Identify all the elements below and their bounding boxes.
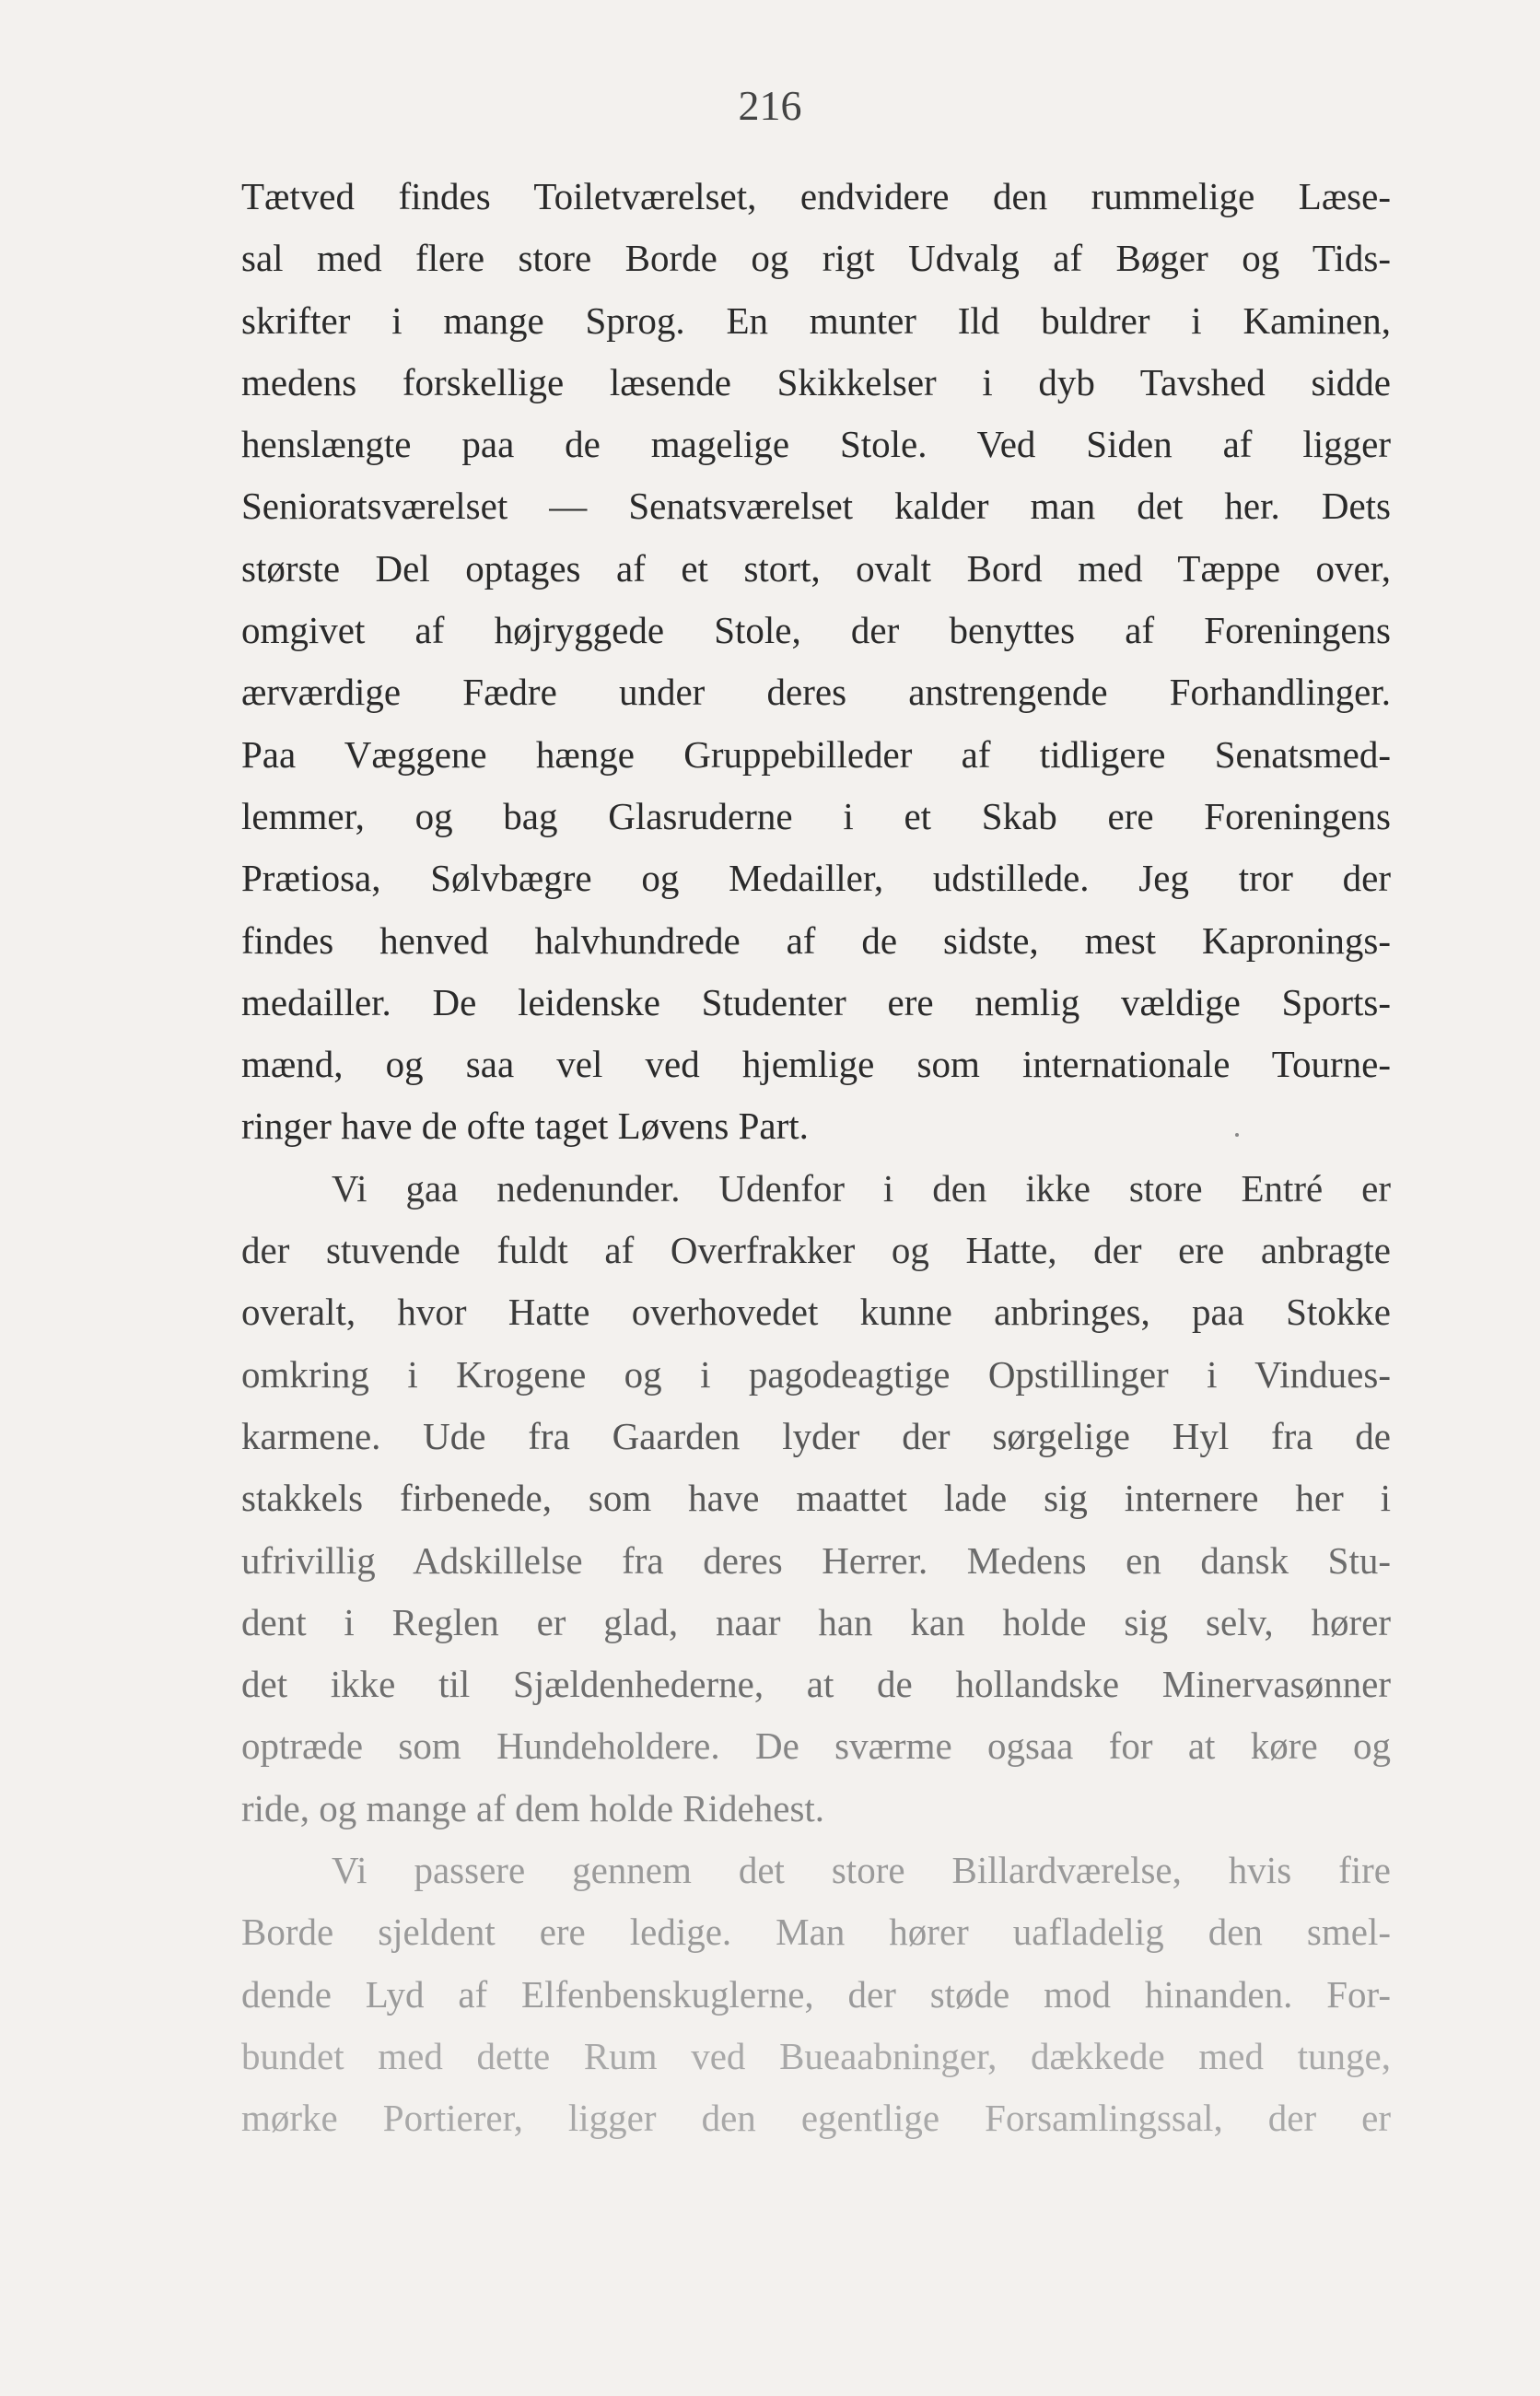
scan-speck bbox=[1235, 1133, 1239, 1137]
text-line: ufrivillig Adskillelse fra deres Herrer. Medens en dansk Stu- bbox=[241, 1538, 1391, 1582]
text-line: omkring i Krogene og i pagodeagtige Opstillinger i Vindues- bbox=[241, 1352, 1391, 1396]
text-line: Prætiosa, Sølvbægre og Medailler, udstillede. Jeg tror der bbox=[241, 857, 1391, 900]
text-line: ride, og mange af dem holde Ridehest. bbox=[241, 1786, 825, 1829]
text-line: optræde som Hundeholdere. De sværme ogsaa for at køre og bbox=[241, 1724, 1391, 1768]
text-line: dende Lyd af Elfenbenskuglerne, der støde mod hinanden. For- bbox=[241, 1972, 1391, 2016]
text-line: henslængte paa de magelige Stole. Ved Siden af ligger bbox=[241, 423, 1391, 466]
text-line: Tætved findes Toiletværelset, endvidere den rummelige Læse- bbox=[241, 175, 1391, 217]
text-line: største Del optages af et stort, ovalt Bord med Tæppe over, bbox=[241, 546, 1391, 590]
text-line: Vi gaa nedenunder. Udenfor i den ikke store Entré er bbox=[332, 1166, 1391, 1210]
text-line: stakkels firbenede, som have maattet lade sig internere her i bbox=[241, 1477, 1391, 1520]
text-line: sal med flere store Borde og rigt Udvalg af Bøger og Tids- bbox=[241, 237, 1391, 280]
text-line: Paa Væggene hænge Gruppebilleder af tidligere Senatsmed- bbox=[241, 732, 1391, 776]
text-line: lemmer, og bag Glasruderne i et Skab ere Foreningens bbox=[241, 794, 1391, 837]
text-line: mænd, og saa vel ved hjemlige som internationale Tourne- bbox=[241, 1043, 1391, 1086]
text-line: ringer have de ofte taget Løvens Part. bbox=[241, 1104, 809, 1148]
text-line: skrifter i mange Sprog. En munter Ild buldrer i Kaminen, bbox=[241, 298, 1391, 342]
body-text bbox=[241, 166, 1391, 2150]
text-line: karmene. Ude fra Gaarden lyder der sørgelige Hyl fra de bbox=[241, 1414, 1391, 1457]
text-line: ærværdige Fædre under deres anstrengende Forhandlinger. bbox=[241, 671, 1391, 714]
text-line: findes henved halvhundrede af de sidste, mest Kapronings- bbox=[241, 918, 1391, 962]
text-line: bundet med dette Rum ved Bueaabninger, dækkede med tunge, bbox=[241, 2034, 1391, 2077]
text-line: det ikke til Sjældenhederne, at de hollandske Minervasønner bbox=[241, 1663, 1391, 1706]
text-line: dent i Reglen er glad, naar han kan holde sig selv, hører bbox=[241, 1600, 1391, 1643]
text-line: omgivet af højryggede Stole, der benyttes af Foreningens bbox=[241, 609, 1391, 652]
text-line: overalt, hvor Hatte overhovedet kunne anbringes, paa Stokke bbox=[241, 1291, 1391, 1334]
text-line: Borde sjeldent ere ledige. Man hører uafladelig den smel- bbox=[241, 1911, 1391, 1954]
text-line: medailler. De leidenske Studenter ere nemlig vældige Sports- bbox=[241, 980, 1391, 1023]
text-line: medens forskellige læsende Skikkelser i dyb Tavshed sidde bbox=[241, 360, 1391, 403]
text-line: Vi passere gennem det store Billardværelse, hvis fire bbox=[332, 1849, 1391, 1892]
text-line: mørke Portierer, ligger den egentlige Forsamlingssal, der er bbox=[241, 2097, 1391, 2140]
text-line: der stuvende fuldt af Overfrakker og Hatte, der ere anbragte bbox=[241, 1229, 1391, 1272]
page-number: 216 bbox=[738, 82, 802, 129]
text-line: Senioratsværelset — Senatsværelset kalder man det her. Dets bbox=[241, 485, 1391, 528]
